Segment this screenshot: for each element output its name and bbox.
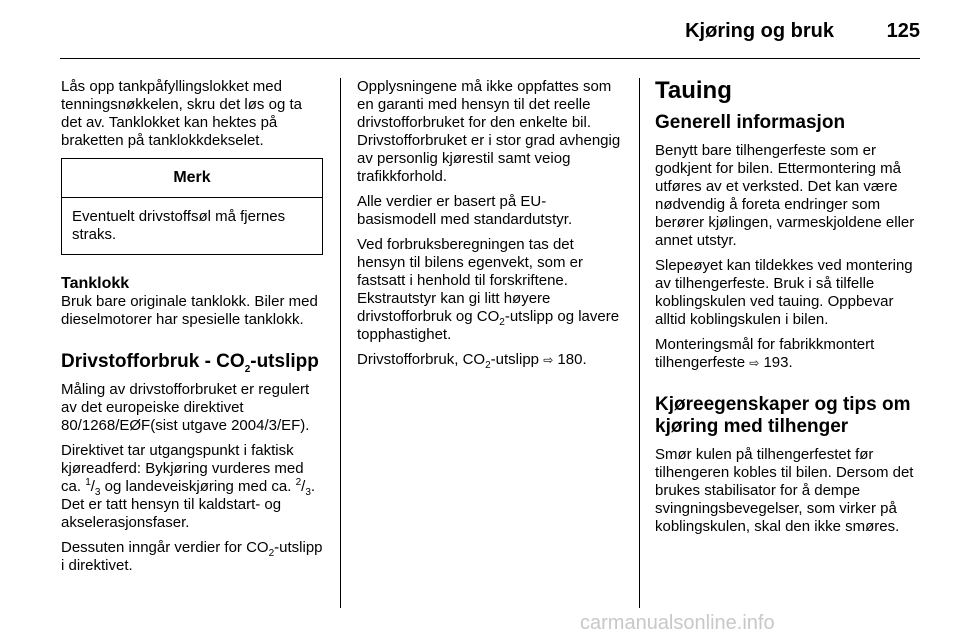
text-run: . Det er tatt hensyn til kaldstart- og akselerasjonsfaser. bbox=[61, 478, 316, 531]
towing-heading: Tauing bbox=[655, 77, 732, 104]
column-3 bbox=[655, 78, 920, 543]
fuel-consumption-heading bbox=[61, 351, 323, 373]
text-run: -utslipp bbox=[490, 351, 544, 368]
text-run: Drivstofforbruk, CO bbox=[357, 351, 486, 368]
tanklokk-paragraph: Bruk bare originale tanklokk. Biler med dieselmotorer har spesielle tanklokk. bbox=[61, 293, 318, 328]
page-reference-arrow-icon: ⇨ bbox=[543, 353, 554, 367]
column-divider-2 bbox=[639, 78, 640, 608]
heading-part-b: -utslipp bbox=[250, 351, 319, 372]
fraction-denominator: 3 bbox=[94, 487, 101, 498]
text-run: Dessuten inngår verdier for CO bbox=[61, 539, 269, 556]
guarantee-paragraph: Opplysningene må ikke oppfattes som en garanti med hensyn til det reelle drivstofforbruket for den enkelte bil. Drivstofforbruket er i stor grad avhengig av personlig kjørestil samt veiog trafikkforhold. bbox=[357, 78, 621, 185]
header-rule bbox=[60, 58, 920, 59]
text-run: Monteringsmål for fabrikkmontert tilhengerfeste bbox=[655, 336, 875, 371]
watermark: carmanualsonline.info bbox=[580, 612, 775, 634]
general-info-heading: Generell informasjon bbox=[655, 112, 846, 133]
subscript: 2 bbox=[268, 548, 275, 559]
tanklokk-heading: Tanklokk bbox=[61, 275, 130, 292]
column-2 bbox=[357, 78, 624, 376]
text-run: Direktivet tar utgangspunkt i faktisk kjøreadferd: Bykjøring vurderes med ca. bbox=[61, 442, 304, 495]
text-run: -utslipp og lavere topphastighet. bbox=[357, 308, 620, 343]
towbar-paragraph: Benytt bare tilhengerfeste som er godkjent for bilen. Ettermontering må utføres av et verksted. Det kan være nødvendig å foreta endringer som berører kjølingen, varmeskjoldene eller annet utstyr. bbox=[655, 142, 915, 249]
page-number: 125 bbox=[886, 20, 920, 42]
column-1 bbox=[61, 78, 323, 582]
ball-lubrication-paragraph: Smør kulen på tilhengerfestet før tilhengeren kobles til bilen. Dersom det brukes stabilisator for å dempe svingningsbevegelser, som virker på koblingskulen, skal den ikke smøres. bbox=[655, 446, 914, 535]
directive-paragraph: Måling av drivstofforbruket er regulert av det europeiske direktivet 80/1268/EØF(sist utgave 2004/3/EF). bbox=[61, 381, 310, 434]
subscript: 2 bbox=[499, 317, 505, 328]
page-reference-link[interactable]: 193. bbox=[763, 354, 793, 371]
towing-eye-paragraph: Slepeøyet kan tildekkes ved montering av tilhengerfeste. Bruk i så tilfelle koblingskulen ved tauing. Oppbevar alltid koblingskulen i bilen. bbox=[655, 257, 913, 328]
column-divider-1 bbox=[340, 78, 341, 608]
note-title: Merk bbox=[62, 159, 322, 198]
text-run: -utslipp i direktivet. bbox=[61, 539, 323, 574]
note-box bbox=[61, 158, 323, 255]
page-reference-link[interactable]: 180. bbox=[557, 351, 587, 368]
fraction-numerator: 2 bbox=[295, 477, 302, 488]
trailer-driving-heading: Kjøreegenskaper og tips om kjøring med tilhenger bbox=[655, 394, 911, 437]
reference-paragraph bbox=[357, 351, 624, 369]
co2-values-paragraph bbox=[61, 539, 323, 575]
subscript: 2 bbox=[485, 360, 491, 371]
note-body: Eventuelt drivstoffsøl må fjernes straks. bbox=[72, 208, 286, 243]
mounting-dimensions-paragraph bbox=[655, 336, 920, 372]
text-run: og landeveiskjøring med ca. bbox=[100, 478, 296, 495]
calculation-paragraph bbox=[357, 236, 624, 344]
fraction-numerator: 1 bbox=[85, 477, 91, 488]
intro-paragraph: Lås opp tankpåfyllingslokket med tenningsnøkkelen, skru det løs og ta det av. Tanklokket kan hektes på braketten på tanklokkdekselet. bbox=[61, 78, 302, 149]
header-title: Kjøring og bruk bbox=[685, 20, 834, 42]
heading-part-a: Drivstofforbruk - CO bbox=[61, 351, 245, 372]
driving-behaviour-paragraph: Direktivet tar utgangspunkt i faktisk kjøreadferd: Bykjøring vurderes med ca. $^1/_3$ og landeveiskjøring med ca. $^2/_3$. Det er tatt hensyn til kaldstart- og akselerasjonsfaser. bbox=[61, 442, 316, 531]
page-reference-arrow-icon: ⇨ bbox=[749, 356, 760, 370]
fraction-denominator: 3 bbox=[305, 487, 311, 498]
basis-model-paragraph: Alle verdier er basert på EU-basismodell med standardutstyr. bbox=[357, 193, 573, 228]
text-run: Ved forbruksberegningen tas det hensyn til bilens egenvekt, som er fastsatt i henhold til forskriftene. Ekstrautstyr kan gi litt høyere drivstofforbruk og CO bbox=[357, 236, 583, 325]
heading-subscript: 2 bbox=[244, 363, 251, 375]
